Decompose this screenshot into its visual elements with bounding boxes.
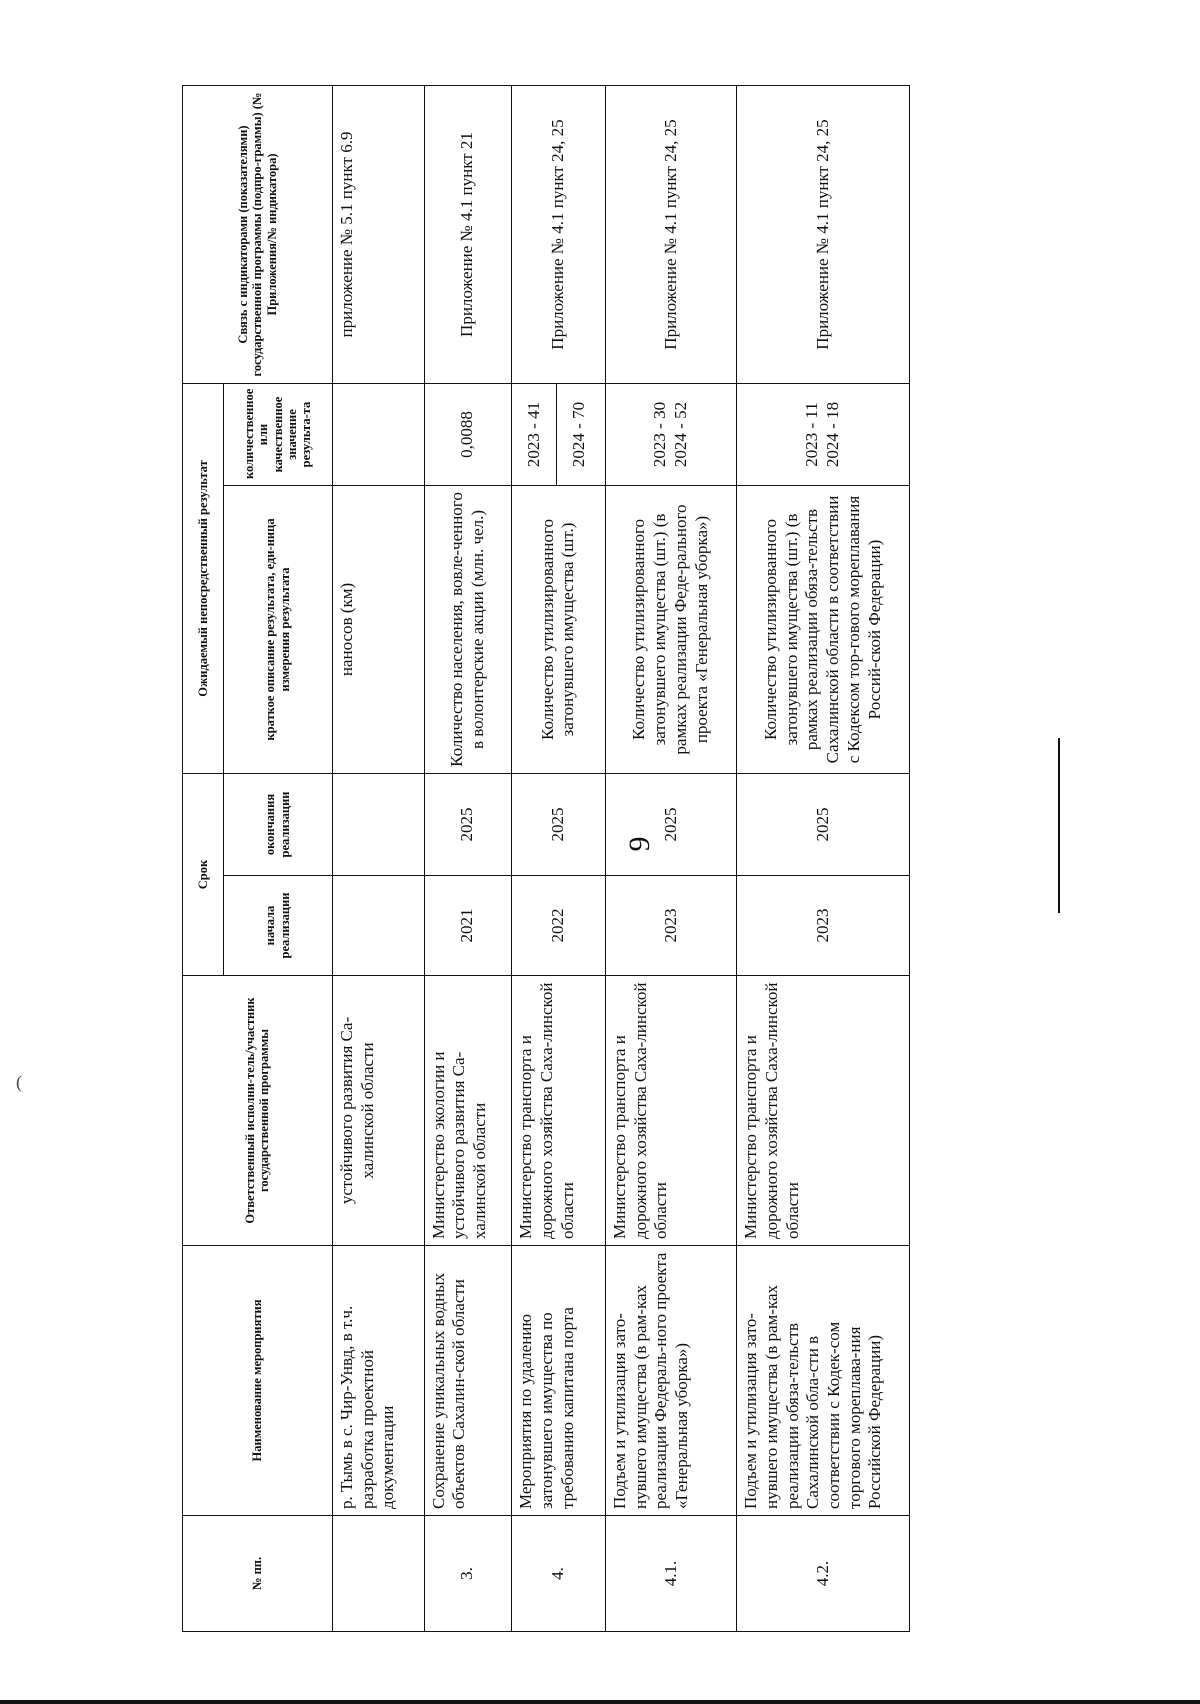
table-row — [424, 86, 511, 1632]
row-start: 2023 — [605, 876, 736, 976]
row-num: 4.1. — [605, 1516, 736, 1632]
header-result: Ожидаемый непосредственный результат — [183, 384, 224, 774]
row-name: Сохранение уникальных водных объектов Сахалин-ской области — [424, 1246, 511, 1516]
end-rule — [1058, 738, 1060, 913]
row-start: 2022 — [512, 876, 606, 976]
row-desc: Количество утилизированного затонувшего имущества (шт.) (в рамках реализации обяза-тельств Сахалинской области в соответствии с Кодексом тор-гового мореплавания Россий-ской Федерации) — [737, 486, 910, 774]
row-end: 2025 — [737, 774, 910, 876]
row-num: 3. — [424, 1516, 511, 1632]
activities-table — [182, 85, 910, 1632]
row-start: 2023 — [737, 876, 910, 976]
row-value-2023: 2023 - 30 — [650, 401, 670, 468]
row-value — [605, 384, 736, 486]
row-link: Приложение № 4.1 пункт 24, 25 — [737, 86, 910, 384]
row-link: Приложение № 4.1 пункт 24, 25 — [605, 86, 736, 384]
rotated-table-container — [182, 85, 910, 1632]
row-value — [737, 384, 910, 486]
row-name: Подъем и утилизация зато-нувшего имущества (в рам-ках реализации обяза-тельств Сахалинской обла-сти в соответствии с Кодек-сом торгового мореплава-ния Российской Федерации) — [737, 1246, 910, 1516]
row-link: Приложение № 4.1 пункт 21 — [424, 86, 511, 384]
header-desc: краткое описание результата, еди-ница измерения результата — [223, 486, 332, 774]
header-end: окончания реализации — [223, 774, 332, 876]
page-number: 9 — [623, 836, 656, 852]
row-name: Мероприятия по удалению затонувшего имущества по требованию капитана порта — [512, 1246, 606, 1516]
row-value-2023: 2023 - 11 — [802, 402, 822, 467]
row-value: 0,0088 — [424, 384, 511, 486]
row-num — [332, 1516, 424, 1632]
header-num: № пп. — [183, 1516, 333, 1632]
row-exec: Министерство транспорта и дорожного хозяйства Саха-линской области — [737, 976, 910, 1246]
scan-mark: ( — [16, 1072, 22, 1092]
row-end: 2025 — [605, 774, 736, 876]
table-row — [605, 86, 736, 1632]
header-value: количественное или качественное значение результа-та — [223, 384, 332, 486]
row-desc: Количество утилизированного затонувшего имущества (шт.) (в рамках реализации Феде-рального проекта «Генеральная уборка») — [605, 486, 736, 774]
header-exec: Ответственный исполни-тель/участник государственной программы — [183, 976, 333, 1246]
row-num: 4.2. — [737, 1516, 910, 1632]
row-link: приложение № 5.1 пункт 6.9 — [332, 86, 424, 384]
row-value-2023: 2023 - 41 — [512, 384, 557, 485]
table-row — [737, 86, 910, 1632]
row-value-split — [512, 384, 606, 486]
row-name: р. Тымь в с. Чир-Унвд, в т.ч. разработка проектной документации — [332, 1246, 424, 1516]
row-exec: Министерство транспорта и дорожного хозяйства Саха-линской области — [605, 976, 736, 1246]
row-end: 2025 — [512, 774, 606, 876]
row-end: 2025 — [424, 774, 511, 876]
row-exec: Министерство транспорта и дорожного хозяйства Саха-линской области — [512, 976, 606, 1246]
row-value-2024: 2024 - 52 — [670, 401, 690, 468]
row-exec: устойчивого развития Са-халинской области — [332, 976, 424, 1246]
header-link: Связь с индикаторами (показателями) государственной программы (подпро-граммы) (№ Приложения/№ индикатора) — [183, 86, 333, 384]
row-desc: Количество утилизированного затонувшего имущества (шт.) — [512, 486, 606, 774]
header-row-1 — [183, 86, 224, 1632]
header-start: начала реализации — [223, 876, 332, 976]
row-num: 4. — [512, 1516, 606, 1632]
row-value-2024: 2024 - 18 — [823, 401, 843, 468]
table-row — [332, 86, 424, 1632]
header-period: Срок — [183, 774, 224, 976]
row-desc: наносов (км) — [332, 486, 424, 774]
row-end — [332, 774, 424, 876]
row-start: 2021 — [424, 876, 511, 976]
header-name: Наименование мероприятия — [183, 1246, 333, 1516]
row-exec: Министерство экологии и устойчивого развития Са-халинской области — [424, 976, 511, 1246]
row-desc: Количество населения, вовле-ченного в волонтерские акции (млн. чел.) — [424, 486, 511, 774]
bottom-rule — [0, 1700, 1200, 1704]
row-value — [332, 384, 424, 486]
row-name: Подъем и утилизация зато-нувшего имущества (в рам-ках реализации Федераль-ного проекта «Генеральная уборка») — [605, 1246, 736, 1516]
row-value-2024: 2024 - 70 — [568, 401, 588, 468]
table-row — [512, 86, 606, 1632]
row-start — [332, 876, 424, 976]
row-link: Приложение № 4.1 пункт 24, 25 — [512, 86, 606, 384]
